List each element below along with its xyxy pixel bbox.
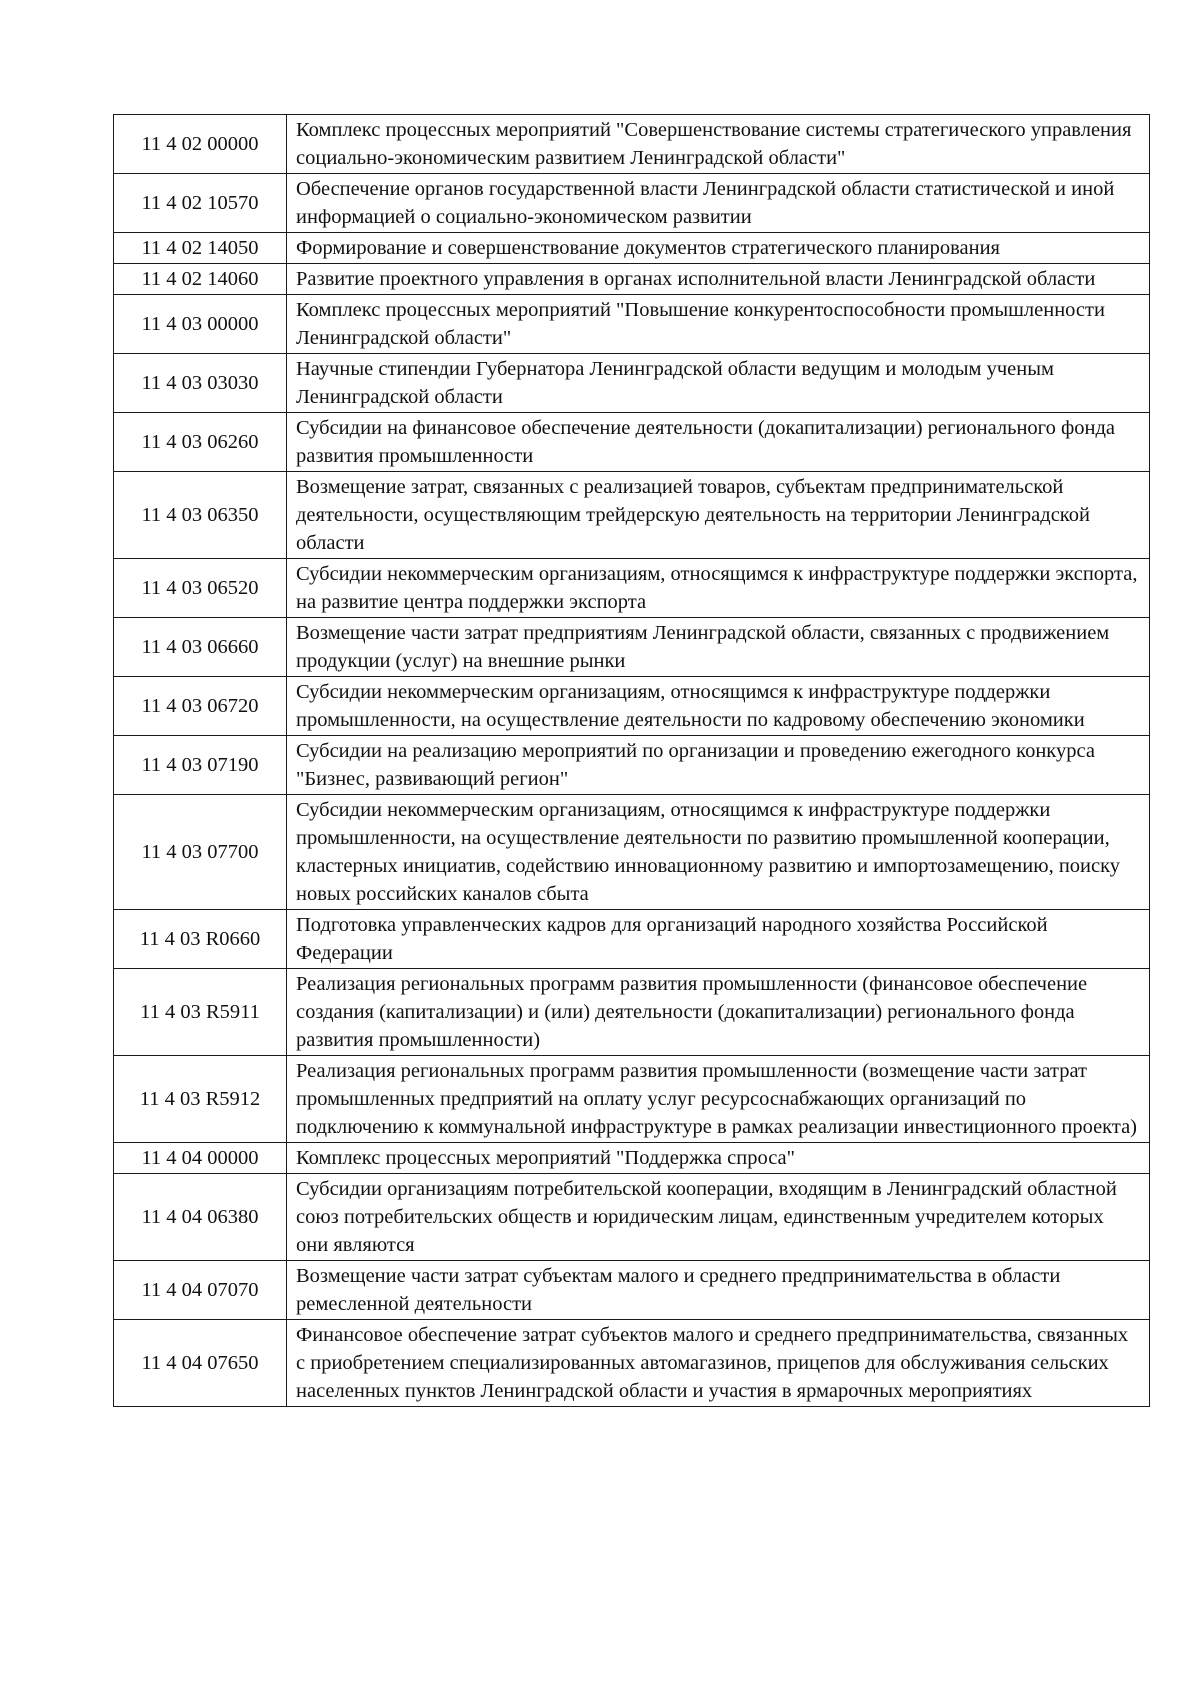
row-code: 11 4 03 06660 [114,618,287,677]
row-code: 11 4 03 07190 [114,736,287,795]
table-row [114,174,1150,233]
row-description: Обеспечение органов государственной власти Ленинградской области статистической и иной информацией о социально-экономическом развитии [287,174,1150,233]
row-description: Формирование и совершенствование документов стратегического планирования [287,233,1150,264]
row-description: Субсидии некоммерческим организациям, относящимся к инфраструктуре поддержки экспорта, на развитие центра поддержки экспорта [287,559,1150,618]
table-row [114,472,1150,559]
row-code: 11 4 03 03030 [114,354,287,413]
row-code: 11 4 04 07070 [114,1261,287,1320]
table-row [114,115,1150,174]
row-description: Субсидии на финансовое обеспечение деятельности (докапитализации) регионального фонда развития промышленности [287,413,1150,472]
row-code: 11 4 02 14050 [114,233,287,264]
table-row [114,413,1150,472]
row-code: 11 4 03 R0660 [114,910,287,969]
row-code: 11 4 03 06720 [114,677,287,736]
row-code: 11 4 02 14060 [114,264,287,295]
row-code: 11 4 04 07650 [114,1320,287,1407]
row-description: Субсидии некоммерческим организациям, относящимся к инфраструктуре поддержки промышленности, на осуществление деятельности по кадровому обеспечению экономики [287,677,1150,736]
row-description: Возмещение затрат, связанных с реализацией товаров, субъектам предпринимательской деятельности, осуществляющим трейдерскую деятельность на территории Ленинградской области [287,472,1150,559]
table-row [114,354,1150,413]
row-code: 11 4 03 R5911 [114,969,287,1056]
row-description: Возмещение части затрат предприятиям Ленинградской области, связанных с продвижением продукции (услуг) на внешние рынки [287,618,1150,677]
table-row [114,736,1150,795]
table-row [114,795,1150,910]
table-row [114,969,1150,1056]
row-description: Субсидии некоммерческим организациям, относящимся к инфраструктуре поддержки промышленности, на осуществление деятельности по развитию промышленной кооперации, кластерных инициатив, содействию инновационному развитию и импортозамещению, поиску новых российских каналов сбыта [287,795,1150,910]
table-row [114,618,1150,677]
row-code: 11 4 02 00000 [114,115,287,174]
row-description: Возмещение части затрат субъектам малого и среднего предпринимательства в области ремесленной деятельности [287,1261,1150,1320]
table-row [114,910,1150,969]
table-row [114,1056,1150,1143]
row-description: Научные стипендии Губернатора Ленинградской области ведущим и молодым ученым Ленинградской области [287,354,1150,413]
table-body [114,115,1150,1407]
row-description: Развитие проектного управления в органах исполнительной власти Ленинградской области [287,264,1150,295]
row-description: Подготовка управленческих кадров для организаций народного хозяйства Российской Федерации [287,910,1150,969]
row-description: Комплекс процессных мероприятий "Повышение конкурентоспособности промышленности Ленинградской области" [287,295,1150,354]
table-row [114,559,1150,618]
row-description: Финансовое обеспечение затрат субъектов малого и среднего предпринимательства, связанных с приобретением специализированных автомагазинов, прицепов для обслуживания сельских населенных пунктов Ленинградской области и участия в ярмарочных мероприятиях [287,1320,1150,1407]
row-code: 11 4 03 06260 [114,413,287,472]
row-code: 11 4 03 00000 [114,295,287,354]
row-description: Реализация региональных программ развития промышленности (финансовое обеспечение создания (капитализации) и (или) деятельности (докапитализации) регионального фонда развития промышленности) [287,969,1150,1056]
row-description: Комплекс процессных мероприятий "Поддержка спроса" [287,1143,1150,1174]
row-code: 11 4 02 10570 [114,174,287,233]
row-code: 11 4 03 06350 [114,472,287,559]
row-description: Субсидии организациям потребительской кооперации, входящим в Ленинградский областной союз потребительских обществ и юридическим лицам, единственным учредителем которых они являются [287,1174,1150,1261]
table-row [114,1320,1150,1407]
row-code: 11 4 03 R5912 [114,1056,287,1143]
row-description: Комплекс процессных мероприятий "Совершенствование системы стратегического управления социально-экономическим развитием Ленинградской области" [287,115,1150,174]
table-row [114,233,1150,264]
table-row [114,1143,1150,1174]
row-code: 11 4 03 06520 [114,559,287,618]
row-description: Реализация региональных программ развития промышленности (возмещение части затрат промышленных предприятий на оплату услуг ресурсоснабжающих организаций по подключению к коммунальной инфраструктуре в рамках реализации инвестиционного проекта) [287,1056,1150,1143]
table-row [114,295,1150,354]
table-row [114,677,1150,736]
row-code: 11 4 04 00000 [114,1143,287,1174]
table-row [114,264,1150,295]
row-description: Субсидии на реализацию мероприятий по организации и проведению ежегодного конкурса "Бизнес, развивающий регион" [287,736,1150,795]
budget-codes-table [113,114,1150,1407]
table-row [114,1261,1150,1320]
row-code: 11 4 03 07700 [114,795,287,910]
row-code: 11 4 04 06380 [114,1174,287,1261]
table-row [114,1174,1150,1261]
